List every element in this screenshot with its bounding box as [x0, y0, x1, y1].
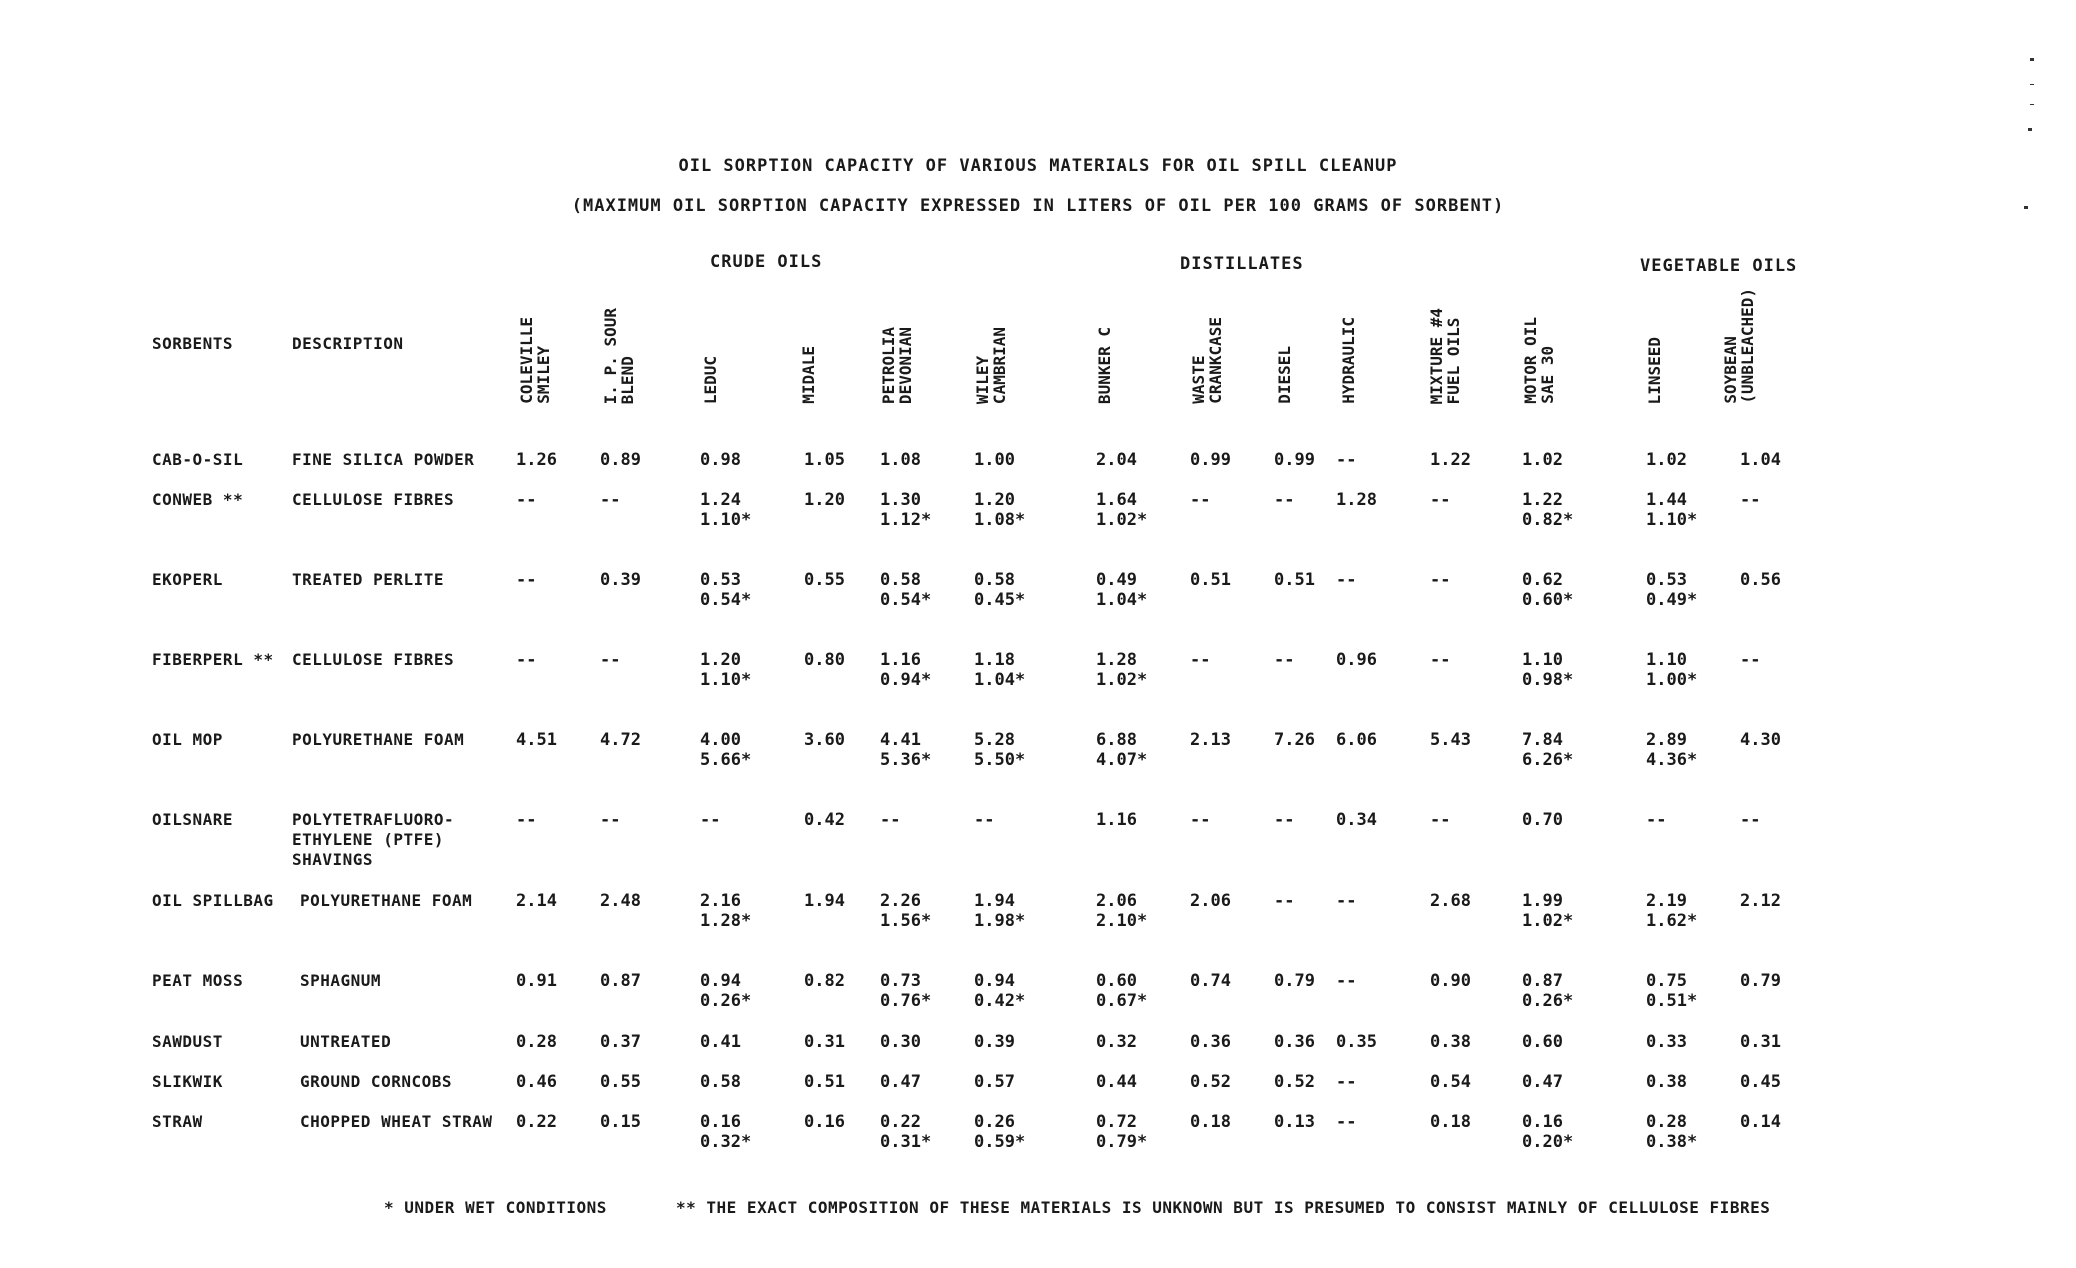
table-cell: 0.79 — [1740, 971, 1781, 991]
table-cell: 1.99 1.02* — [1522, 891, 1574, 931]
table-cell: 1.05 — [804, 450, 845, 470]
table-cell: -- — [1274, 810, 1295, 830]
table-cell: 2.68 — [1430, 891, 1471, 911]
table-cell: 0.51 — [1274, 570, 1315, 590]
table-cell: 1.64 1.02* — [1096, 490, 1148, 530]
table-cell: 0.99 — [1274, 450, 1315, 470]
table-cell: 2.89 4.36* — [1646, 730, 1698, 770]
row-sorbent-name: SAWDUST — [152, 1032, 223, 1051]
table-cell: 0.53 0.54* — [700, 570, 752, 610]
table-cell: 0.75 0.51* — [1646, 971, 1698, 1011]
group-header-distillates: DISTILLATES — [1180, 254, 1304, 274]
column-header-3: LEDUC — [701, 355, 720, 404]
row-description: CELLULOSE FIBRES — [292, 490, 455, 509]
table-cell: -- — [1336, 1112, 1357, 1132]
table-cell: 0.87 — [600, 971, 641, 991]
table-cell: 0.56 — [1740, 570, 1781, 590]
table-cell: 1.28 1.02* — [1096, 650, 1148, 690]
scan-mark — [2030, 84, 2034, 85]
column-header-9: DIESEL — [1275, 346, 1294, 404]
table-cell: -- — [516, 650, 537, 670]
table-cell: 3.60 — [804, 730, 845, 750]
table-cell: 0.16 0.32* — [700, 1112, 752, 1152]
table-cell: 2.26 1.56* — [880, 891, 932, 931]
table-cell: 1.22 0.82* — [1522, 490, 1574, 530]
table-cell: 0.55 — [600, 1072, 641, 1092]
table-cell: -- — [1336, 971, 1357, 991]
table-cell: 1.94 — [804, 891, 845, 911]
table-cell: -- — [1190, 490, 1211, 510]
table-cell: 2.14 — [516, 891, 557, 911]
column-header-11: MIXTURE #4 FUEL OILS — [1427, 307, 1463, 404]
table-cell: 0.58 0.45* — [974, 570, 1026, 610]
table-cell: 0.18 — [1430, 1112, 1471, 1132]
table-cell: 0.53 0.49* — [1646, 570, 1698, 610]
table-cell: 0.41 — [700, 1032, 741, 1052]
table-cell: 1.26 — [516, 450, 557, 470]
column-header-4: MIDALE — [799, 346, 818, 404]
table-cell: 0.44 — [1096, 1072, 1137, 1092]
group-header-crude-oils: CRUDE OILS — [710, 252, 823, 272]
table-cell: -- — [1274, 490, 1295, 510]
table-cell: 0.28 — [516, 1032, 557, 1052]
table-cell: 0.52 — [1274, 1072, 1315, 1092]
table-cell: -- — [974, 810, 995, 830]
row-description: GROUND CORNCOBS — [300, 1072, 452, 1091]
table-cell: 0.94 0.26* — [700, 971, 752, 1011]
table-cell: 1.24 1.10* — [700, 490, 752, 530]
column-header-12: MOTOR OIL SAE 30 — [1521, 317, 1557, 404]
table-cell: 0.39 — [974, 1032, 1015, 1052]
table-cell: -- — [516, 490, 537, 510]
table-cell: -- — [1430, 570, 1451, 590]
footnote-composition: ** THE EXACT COMPOSITION OF THESE MATERIALS IS UNKNOWN BUT IS PRESUMED TO CONSIST MAINLY OF CELLULOSE FIBRES — [676, 1198, 1771, 1217]
table-cell: 1.16 0.94* — [880, 650, 932, 690]
table-cell: 0.51 — [1190, 570, 1231, 590]
table-cell: 4.30 — [1740, 730, 1781, 750]
table-cell: -- — [1336, 570, 1357, 590]
group-header-vegetable-oils: VEGETABLE OILS — [1640, 256, 1798, 276]
table-cell: 4.00 5.66* — [700, 730, 752, 770]
table-cell: 0.90 — [1430, 971, 1471, 991]
table-cell: 7.84 6.26* — [1522, 730, 1574, 770]
column-header-8: WASTE CRANKCASE — [1189, 317, 1225, 404]
table-cell: -- — [1740, 650, 1761, 670]
table-cell: 1.10 1.00* — [1646, 650, 1698, 690]
row-description: TREATED PERLITE — [292, 570, 444, 589]
table-cell: 0.37 — [600, 1032, 641, 1052]
table-cell: 0.96 — [1336, 650, 1377, 670]
table-cell: 0.31 — [1740, 1032, 1781, 1052]
table-cell: 0.31 — [804, 1032, 845, 1052]
column-header-10: HYDRAULIC — [1339, 317, 1358, 404]
table-cell: 0.28 0.38* — [1646, 1112, 1698, 1152]
column-header-description: DESCRIPTION — [292, 334, 404, 353]
table-cell: 0.57 — [974, 1072, 1015, 1092]
row-description: FINE SILICA POWDER — [292, 450, 475, 469]
table-cell: 0.22 0.31* — [880, 1112, 932, 1152]
row-sorbent-name: FIBERPERL ** — [152, 650, 274, 669]
column-header-5: PETROLIA DEVONIAN — [879, 326, 915, 404]
table-cell: 1.04 — [1740, 450, 1781, 470]
table-cell: 4.72 — [600, 730, 641, 750]
table-cell: 0.30 — [880, 1032, 921, 1052]
table-cell: 1.02 — [1522, 450, 1563, 470]
table-cell: 0.36 — [1274, 1032, 1315, 1052]
row-description: POLYURETHANE FOAM — [292, 730, 465, 749]
scan-mark — [2030, 104, 2034, 105]
table-cell: 5.43 — [1430, 730, 1471, 750]
row-description: SPHAGNUM — [300, 971, 382, 990]
scan-mark — [2030, 58, 2034, 61]
table-cell: 6.06 — [1336, 730, 1377, 750]
table-cell: 0.79 — [1274, 971, 1315, 991]
table-cell: -- — [1430, 810, 1451, 830]
scan-mark — [2024, 206, 2028, 209]
row-description: CELLULOSE FIBRES — [292, 650, 455, 669]
table-cell: -- — [880, 810, 901, 830]
table-cell: 0.74 — [1190, 971, 1231, 991]
table-cell: 4.41 5.36* — [880, 730, 932, 770]
row-sorbent-name: STRAW — [152, 1112, 203, 1131]
table-cell: 0.98 — [700, 450, 741, 470]
column-header-6: WILEY CAMBRIAN — [973, 326, 1009, 404]
table-cell: 1.02 — [1646, 450, 1687, 470]
table-cell: 0.46 — [516, 1072, 557, 1092]
row-sorbent-name: SLIKWIK — [152, 1072, 223, 1091]
table-cell: 1.16 — [1096, 810, 1137, 830]
table-cell: 0.33 — [1646, 1032, 1687, 1052]
table-cell: 0.47 — [1522, 1072, 1563, 1092]
table-cell: 2.04 — [1096, 450, 1137, 470]
table-cell: 2.06 2.10* — [1096, 891, 1148, 931]
page-title: OIL SORPTION CAPACITY OF VARIOUS MATERIALS FOR OIL SPILL CLEANUP — [678, 156, 1398, 176]
table-cell: 0.38 — [1430, 1032, 1471, 1052]
table-cell: 0.49 1.04* — [1096, 570, 1148, 610]
column-header-2: I. P. SOUR BLEND — [601, 307, 637, 404]
table-cell: 4.51 — [516, 730, 557, 750]
row-sorbent-name: OIL SPILLBAG — [152, 891, 274, 910]
table-cell: 0.54 — [1430, 1072, 1471, 1092]
table-cell: 0.52 — [1190, 1072, 1231, 1092]
table-cell: 2.12 — [1740, 891, 1781, 911]
table-cell: -- — [700, 810, 721, 830]
table-cell: 1.10 0.98* — [1522, 650, 1574, 690]
table-cell: -- — [1336, 1072, 1357, 1092]
table-cell: 0.82 — [804, 971, 845, 991]
table-cell: 0.35 — [1336, 1032, 1377, 1052]
table-cell: 0.45 — [1740, 1072, 1781, 1092]
table-cell: 0.26 0.59* — [974, 1112, 1026, 1152]
table-cell: 2.48 — [600, 891, 641, 911]
table-cell: -- — [600, 810, 621, 830]
table-cell: -- — [516, 810, 537, 830]
table-cell: 0.32 — [1096, 1032, 1137, 1052]
table-cell: 0.15 — [600, 1112, 641, 1132]
table-cell: 0.91 — [516, 971, 557, 991]
table-cell: -- — [1740, 810, 1761, 830]
table-cell: -- — [1336, 891, 1357, 911]
row-sorbent-name: OIL MOP — [152, 730, 223, 749]
table-cell: 0.39 — [600, 570, 641, 590]
table-cell: 0.16 — [804, 1112, 845, 1132]
table-cell: 7.26 — [1274, 730, 1315, 750]
table-cell: 1.94 1.98* — [974, 891, 1026, 931]
table-cell: -- — [516, 570, 537, 590]
table-cell: 2.19 1.62* — [1646, 891, 1698, 931]
row-sorbent-name: CAB-O-SIL — [152, 450, 244, 469]
table-cell: -- — [1190, 650, 1211, 670]
table-cell: 2.13 — [1190, 730, 1231, 750]
page-subtitle: (MAXIMUM OIL SORPTION CAPACITY EXPRESSED IN LITERS OF OIL PER 100 GRAMS OF SORBENT) — [571, 196, 1505, 216]
table-cell: 0.18 — [1190, 1112, 1231, 1132]
table-cell: -- — [1274, 650, 1295, 670]
table-cell: 2.06 — [1190, 891, 1231, 911]
row-sorbent-name: OILSNARE — [152, 810, 234, 829]
table-cell: 0.13 — [1274, 1112, 1315, 1132]
table-cell: -- — [1190, 810, 1211, 830]
column-header-14: SOYBEAN (UNBLEACHED) — [1721, 288, 1757, 404]
column-header-1: COLEVILLE SMILEY — [517, 317, 553, 404]
row-description: CHOPPED WHEAT STRAW — [300, 1112, 493, 1131]
table-cell: -- — [1430, 650, 1451, 670]
table-cell: 0.34 — [1336, 810, 1377, 830]
table-cell: 1.28 — [1336, 490, 1377, 510]
column-header-7: BUNKER C — [1095, 326, 1114, 404]
table-cell: 0.16 0.20* — [1522, 1112, 1574, 1152]
table-cell: 0.14 — [1740, 1112, 1781, 1132]
table-cell: 1.30 1.12* — [880, 490, 932, 530]
table-cell: -- — [1740, 490, 1761, 510]
table-cell: 0.99 — [1190, 450, 1231, 470]
table-cell: 0.55 — [804, 570, 845, 590]
table-cell: 0.72 0.79* — [1096, 1112, 1148, 1152]
table-cell: 0.36 — [1190, 1032, 1231, 1052]
table-cell: 6.88 4.07* — [1096, 730, 1148, 770]
table-cell: 0.47 — [880, 1072, 921, 1092]
table-cell: 0.60 0.67* — [1096, 971, 1148, 1011]
table-cell: 0.89 — [600, 450, 641, 470]
table-cell: -- — [1646, 810, 1667, 830]
table-cell: -- — [1274, 891, 1295, 911]
table-cell: 1.08 — [880, 450, 921, 470]
table-cell: 0.38 — [1646, 1072, 1687, 1092]
table-cell: 1.20 1.10* — [700, 650, 752, 690]
table-cell: 0.58 — [700, 1072, 741, 1092]
table-cell: 2.16 1.28* — [700, 891, 752, 931]
scan-mark — [2028, 128, 2032, 131]
row-description: UNTREATED — [300, 1032, 392, 1051]
table-cell: 0.94 0.42* — [974, 971, 1026, 1011]
table-cell: 0.42 — [804, 810, 845, 830]
table-cell: 1.20 1.08* — [974, 490, 1026, 530]
table-cell: 1.22 — [1430, 450, 1471, 470]
table-cell: -- — [1336, 450, 1357, 470]
table-cell: 0.80 — [804, 650, 845, 670]
table-cell: 0.51 — [804, 1072, 845, 1092]
table-cell: -- — [600, 650, 621, 670]
column-header-13: LINSEED — [1645, 336, 1664, 404]
row-description: POLYURETHANE FOAM — [300, 891, 473, 910]
table-cell: 0.73 0.76* — [880, 971, 932, 1011]
table-cell: 0.60 — [1522, 1032, 1563, 1052]
table-cell: 1.44 1.10* — [1646, 490, 1698, 530]
table-cell: 0.62 0.60* — [1522, 570, 1574, 610]
table-cell: -- — [600, 490, 621, 510]
row-description: POLYTETRAFLUORO- ETHYLENE (PTFE) SHAVINGS — [292, 810, 455, 869]
table-cell: 0.70 — [1522, 810, 1563, 830]
table-cell: 5.28 5.50* — [974, 730, 1026, 770]
table-cell: 1.18 1.04* — [974, 650, 1026, 690]
table-cell: 1.00 — [974, 450, 1015, 470]
table-cell: -- — [1430, 490, 1451, 510]
table-cell: 1.20 — [804, 490, 845, 510]
footnote-wet-conditions: * UNDER WET CONDITIONS — [384, 1198, 607, 1217]
row-sorbent-name: CONWEB ** — [152, 490, 244, 509]
table-cell: 0.58 0.54* — [880, 570, 932, 610]
row-sorbent-name: PEAT MOSS — [152, 971, 244, 990]
row-sorbent-name: EKOPERL — [152, 570, 223, 589]
table-cell: 0.87 0.26* — [1522, 971, 1574, 1011]
table-cell: 0.22 — [516, 1112, 557, 1132]
column-header-sorbents: SORBENTS — [152, 334, 234, 353]
